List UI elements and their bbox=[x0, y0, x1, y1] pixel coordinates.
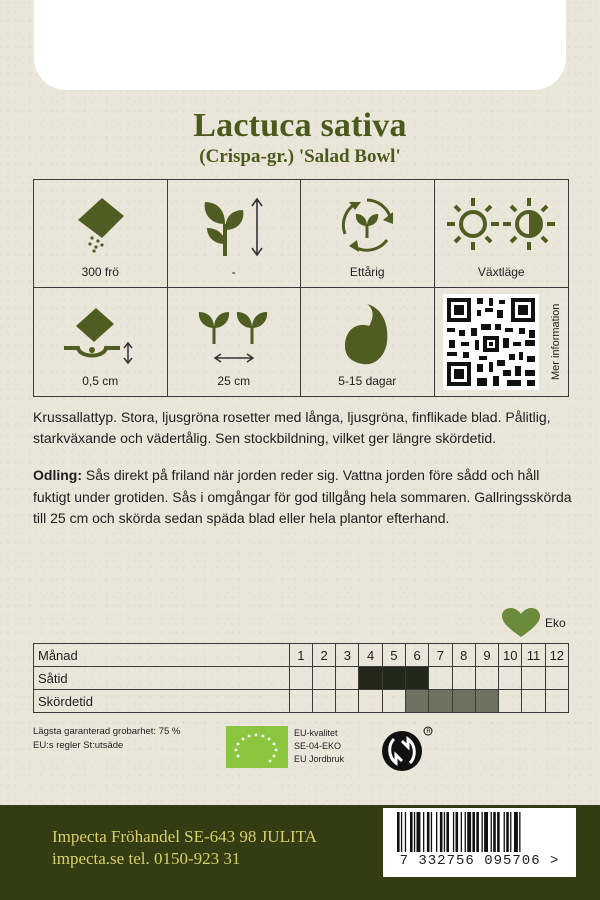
month-8: 8 bbox=[452, 644, 475, 667]
lifecycle-cell bbox=[301, 180, 435, 288]
germination-cell bbox=[301, 288, 435, 396]
sowing-depth-icon bbox=[58, 302, 142, 368]
sowing-month-cell bbox=[312, 667, 335, 690]
barcode-bar bbox=[397, 812, 400, 852]
month-7: 7 bbox=[429, 644, 452, 667]
harvest-month-cell bbox=[312, 690, 335, 713]
harvest-label: Skördetid bbox=[34, 690, 290, 713]
cultivation-body: Sås direkt på friland när jorden reder sig. Vattna jorden före sådd och håll fuktigt under grotiden. Sås i omgångar för god tillgång hela sommaren. Gallringsskörda till 25 cm och skörda sedan späda blad eller hela plantor efterhand. bbox=[33, 467, 572, 526]
harvest-month-cell bbox=[452, 690, 475, 713]
sowing-row bbox=[34, 667, 569, 690]
barcode-bar bbox=[506, 812, 509, 852]
cultivation-heading: Odling: bbox=[33, 467, 82, 483]
month-3: 3 bbox=[336, 644, 359, 667]
barcode-bar bbox=[401, 812, 402, 852]
barcode-bar bbox=[436, 812, 437, 852]
eco-label: Eko bbox=[545, 616, 566, 630]
spacing-label: 25 cm bbox=[217, 374, 251, 388]
harvest-month-cell bbox=[429, 690, 452, 713]
barcode-bar bbox=[414, 812, 415, 852]
harvest-month-cell bbox=[545, 690, 568, 713]
sowing-month-cell bbox=[406, 667, 429, 690]
barcode-bar bbox=[405, 812, 406, 852]
sun-half-shade-icon bbox=[445, 194, 557, 254]
barcode-bar bbox=[476, 812, 479, 852]
eu-rules-text: EU:s regler St:utsäde bbox=[33, 740, 124, 751]
barcode-bar bbox=[417, 812, 421, 852]
month-4: 4 bbox=[359, 644, 382, 667]
harvest-month-cell bbox=[522, 690, 545, 713]
sowing-month-cell bbox=[359, 667, 382, 690]
month-header: Månad bbox=[34, 644, 290, 667]
qr-cell[interactable] bbox=[435, 288, 569, 396]
barcode-bar bbox=[456, 812, 459, 852]
barcode-bar bbox=[519, 812, 520, 852]
green-dot-recycle-icon bbox=[380, 725, 434, 777]
seed-count-label: 300 frö bbox=[81, 265, 119, 279]
seed-count-cell bbox=[34, 180, 168, 288]
harvest-month-cell bbox=[499, 690, 522, 713]
barcode-number: 7 332756 095706 > bbox=[399, 853, 560, 869]
germination-label: 5-15 dagar bbox=[338, 374, 397, 388]
barcode-bar bbox=[514, 812, 518, 852]
sowing-depth-label: 0,5 cm bbox=[82, 374, 119, 388]
barcode-bar bbox=[510, 812, 511, 852]
harvest-row bbox=[34, 690, 569, 713]
sowing-depth-cell bbox=[34, 288, 168, 396]
company-contact: impecta.se tel. 0150-923 31 bbox=[52, 849, 241, 868]
month-5: 5 bbox=[382, 644, 405, 667]
heart-eco-icon bbox=[502, 608, 540, 638]
harvest-month-cell bbox=[475, 690, 498, 713]
harvest-month-cell bbox=[406, 690, 429, 713]
barcode-bar bbox=[484, 812, 488, 852]
hang-hole bbox=[34, 0, 566, 90]
barcode-bars bbox=[383, 808, 576, 854]
eu-code-line: SE-04-EKO bbox=[294, 741, 342, 751]
lifecycle-label: Ettårig bbox=[349, 265, 385, 279]
plant-height-icon bbox=[199, 194, 269, 260]
barcode-bar bbox=[472, 812, 475, 852]
sowing-month-cell bbox=[475, 667, 498, 690]
eu-organic-leaf-icon bbox=[226, 726, 288, 768]
qr-code-icon[interactable] bbox=[443, 294, 539, 390]
barcode-bar bbox=[497, 812, 500, 852]
germination-icon bbox=[337, 302, 397, 368]
sowing-month-cell bbox=[545, 667, 568, 690]
plant-variety: (Crispa-gr.) 'Salad Bowl' bbox=[199, 146, 401, 167]
sowing-calendar bbox=[33, 643, 569, 713]
month-2: 2 bbox=[312, 644, 335, 667]
spacing-cell bbox=[168, 288, 302, 396]
plant-title: Lactuca sativa bbox=[193, 107, 407, 144]
info-icon-grid bbox=[33, 179, 569, 397]
harvest-month-cell bbox=[336, 690, 359, 713]
germination-guarantee: Lägsta garanterad grobarhet: 75 % bbox=[33, 726, 181, 737]
month-1: 1 bbox=[289, 644, 312, 667]
barcode-bar bbox=[423, 812, 424, 852]
height-cell bbox=[168, 180, 302, 288]
barcode-bar bbox=[453, 812, 454, 852]
light-label: Växtläge bbox=[477, 265, 525, 279]
barcode-bar bbox=[427, 812, 430, 852]
seed-packet-icon bbox=[68, 194, 132, 254]
height-label: - bbox=[231, 265, 236, 279]
barcode-bar bbox=[482, 812, 483, 852]
barcode-bar bbox=[493, 812, 496, 852]
month-11: 11 bbox=[522, 644, 545, 667]
sowing-label: Såtid bbox=[34, 667, 290, 690]
eu-agriculture-line: EU Jordbruk bbox=[294, 754, 345, 764]
svg-text:R: R bbox=[426, 729, 431, 736]
sowing-month-cell bbox=[336, 667, 359, 690]
plant-spacing-icon bbox=[194, 302, 274, 368]
sowing-month-cell bbox=[429, 667, 452, 690]
more-info-label: Mer information bbox=[550, 303, 562, 381]
sowing-month-cell bbox=[382, 667, 405, 690]
harvest-month-cell bbox=[382, 690, 405, 713]
month-9: 9 bbox=[475, 644, 498, 667]
barcode-bar bbox=[440, 812, 443, 852]
harvest-month-cell bbox=[289, 690, 312, 713]
sowing-month-cell bbox=[452, 667, 475, 690]
company-address: Impecta Fröhandel SE-643 98 JULITA bbox=[52, 827, 317, 846]
barcode-bar bbox=[467, 812, 471, 852]
description: Krussallattyp. Stora, ljusgröna rosetter med långa, ljusgröna, finflikade blad. Pålitlig, starkväxande och vädertålig. Sen stockbildning, vilket ger längre skördetid. bbox=[33, 409, 551, 446]
month-10: 10 bbox=[499, 644, 522, 667]
cultivation-text bbox=[33, 465, 578, 530]
barcode-bar bbox=[465, 812, 466, 852]
barcode-bar bbox=[444, 812, 445, 852]
eu-quality-text bbox=[294, 727, 344, 766]
sowing-month-cell bbox=[499, 667, 522, 690]
month-6: 6 bbox=[406, 644, 429, 667]
barcode-bar bbox=[410, 812, 413, 852]
sowing-month-cell bbox=[522, 667, 545, 690]
sowing-month-cell bbox=[289, 667, 312, 690]
barcode-bar bbox=[431, 812, 432, 852]
barcode-bar bbox=[461, 812, 462, 852]
month-12: 12 bbox=[545, 644, 568, 667]
calendar-header-row bbox=[34, 644, 569, 667]
harvest-month-cell bbox=[359, 690, 382, 713]
barcode-bar bbox=[504, 812, 505, 852]
footer-address bbox=[52, 826, 317, 870]
light-cell bbox=[435, 180, 569, 288]
eu-quality-line: EU-kvalitet bbox=[294, 728, 338, 738]
barcode-bar bbox=[491, 812, 492, 852]
annual-cycle-icon bbox=[337, 194, 397, 256]
barcode-bar bbox=[446, 812, 449, 852]
